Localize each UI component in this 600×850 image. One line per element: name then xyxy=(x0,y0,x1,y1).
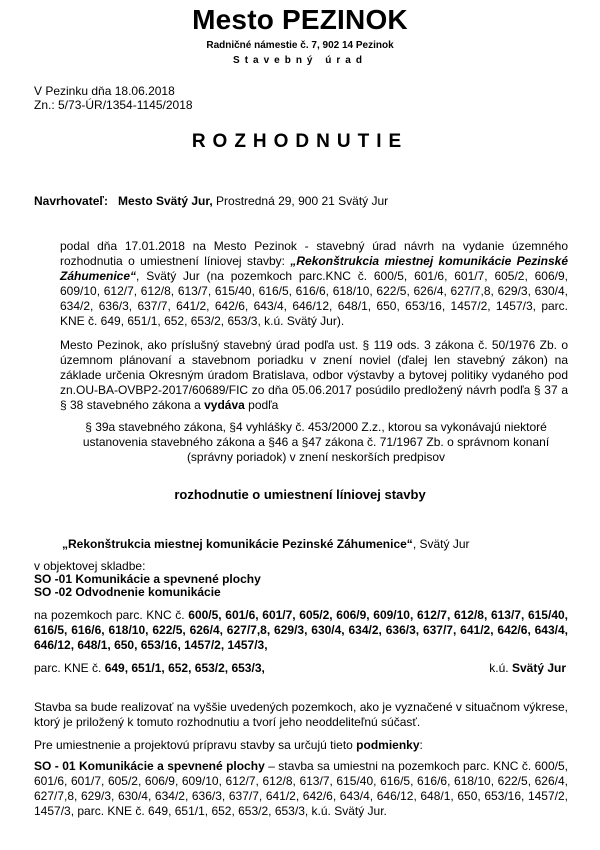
paragraph-application xyxy=(60,239,568,329)
kne-numbers: 649, 651/1, 652, 653/2, 653/3, xyxy=(104,661,265,675)
conditions-word: podmienky xyxy=(356,738,420,752)
issuer-title: Mesto PEZINOK xyxy=(192,4,408,35)
parcel-numbers: 600/5, 601/6, 601/7, 605/2, 606/9, 609/10, 612/7, 612/8, 613/7, 615/40, 616/5, 616/6, 618/10, 622/5, 626/4, 627/7,8, 629/3, 630/4, 634/2, 636/3, 637/7, 641/2, 642/6, 643/4, 646/12, 648/1, 650, 653/16, 1457/2, 1457/3, xyxy=(34,608,568,652)
paragraph-realization: Stavba sa bude realizovať na vyššie uvedených pozemkoch, ako je vyznačené v situačnom výkrese, ktorý je priložený k tomuto rozhodnutiu a tvorí jeho neoddeliteľnú súčasť. xyxy=(34,700,568,729)
paragraph-conditions xyxy=(34,738,568,753)
object-so01: SO -01 Komunikácie a spevnené plochy xyxy=(34,572,261,586)
so01-text: – stavba sa umiestni na pozemkoch parc. KNC č. 600/5, 601/6, 601/7, 605/2, 606/9, 609/10, 612/7, 612/8, 613/7, 615/40, 616/5, 616/6, 618/10, 622/5, 626/4, 627/7,8, 629/3, 630/4, 634/2, 636/3, 637/7, 641/2, 642/6, 643/4, 646/12, 648/1, 650, 653/16, 1457/2, 1457/3, parc. KNE č. 649, 651/1, 652, 653/2, 653/3, k.ú. Svätý Jur. xyxy=(34,759,568,818)
ku-lead: k.ú. xyxy=(489,661,512,675)
kne-line xyxy=(34,661,566,676)
application-rest: , Svätý Jur (na pozemkoch parc.KNC č. 600/5, 601/6, 601/7, 605/2, 606/9, 609/10, 612/7, 612/8, 613/7, 615/40, 616/5, 616/6, 618/10, 622/5, 626/4, 627/7,8, 629/3, 630/4, 634/2, 636/3, 637/7, 641/2, 642/6, 643/4, 646/12, 648/1, 650, 653/16, 1457/2, 1457/3, parc. KNE č. 649, 651/1, 652, 653/2, 653/3, k.ú. Svätý Jur). xyxy=(60,269,568,328)
application-lead: podal dňa 17.01.2018 na Mesto Pezinok - stavebný úrad návrh na vydanie územného rozhodnutia o umiestnení líniovej stavby: xyxy=(60,239,568,268)
project-line-place: , Svätý Jur xyxy=(412,537,470,551)
object-structure xyxy=(34,560,261,599)
applicant-line xyxy=(34,194,388,209)
issuer-address: Radničné námestie č. 7, 902 14 Pezinok xyxy=(206,40,394,51)
parcel-lead: na pozemkoch parc. KNC č. xyxy=(34,608,189,622)
paragraph-authority xyxy=(60,338,568,413)
conditions-tail: : xyxy=(419,738,423,752)
kne-lead: parc. KNE č. xyxy=(34,661,105,675)
applicant-address: Prostredná 29, 900 21 Svätý Jur xyxy=(212,194,389,208)
authority-tail: podľa xyxy=(244,398,279,412)
object-intro: v objektovej skladbe: xyxy=(34,559,146,573)
ku-name: Svätý Jur xyxy=(511,661,566,675)
conditions-lead: Pre umiestnenie a projektovú prípravu stavby sa určujú tieto xyxy=(34,738,357,752)
so01-title: SO - 01 Komunikácie a spevnené plochy xyxy=(34,759,265,773)
decision-heading: rozhodnutie o umiestnení líniovej stavby xyxy=(174,487,426,502)
issues-word: vydáva xyxy=(204,398,245,412)
legal-basis: § 39a stavebného zákona, §4 vyhlášky č. 453/2000 Z.z., ktorou sa vykonávajú niektoré ustanovenia stavebného zákona a §46 a §47 zákona č. 71/1967 Zb. o správnom konaní (správny poriadok) v znení neskorších predpisov xyxy=(82,420,550,464)
applicant-label: Navrhovateľ: xyxy=(34,194,108,208)
object-so02: SO -02 Odvodnenie komunikácie xyxy=(34,585,221,599)
project-line xyxy=(62,537,470,552)
reference-number: Zn.: 5/73-ÚR/1354-1145/2018 xyxy=(34,98,193,112)
authority-text: Mesto Pezinok, ako príslušný stavebný úrad podľa ust. § 119 ods. 3 zákona č. 50/1976 Zb. o územnom plánovaní a stavebnom poriadku v znení noviel (ďalej len stavebný zákon) na základe určenia Okresným úradom Bratislava, odbor výstavby a bytovej politiky vydaného pod zn.OU-BA-OVBP2-2017/60689/FIC zo dňa 05.06.2017 posúdilo predložený návrh podľa § 37 a § 38 stavebného zákona a xyxy=(60,338,568,412)
document-title: ROZHODNUTIE xyxy=(191,131,409,152)
paragraph-so01 xyxy=(34,759,568,819)
issuer-office: Stavebný úrad xyxy=(233,55,367,66)
project-name: „Rekonštrukcia miestnej komunikácie Pezinské Záhumenice“ xyxy=(60,254,568,283)
date-line: V Pezinku dňa 18.06.2018 xyxy=(34,84,175,98)
parcel-list xyxy=(34,608,568,653)
applicant-name: Mesto Svätý Jur, xyxy=(118,194,213,208)
project-line-name: „Rekonštrukcia miestnej komunikácie Pezinské Záhumenice“ xyxy=(62,537,413,551)
